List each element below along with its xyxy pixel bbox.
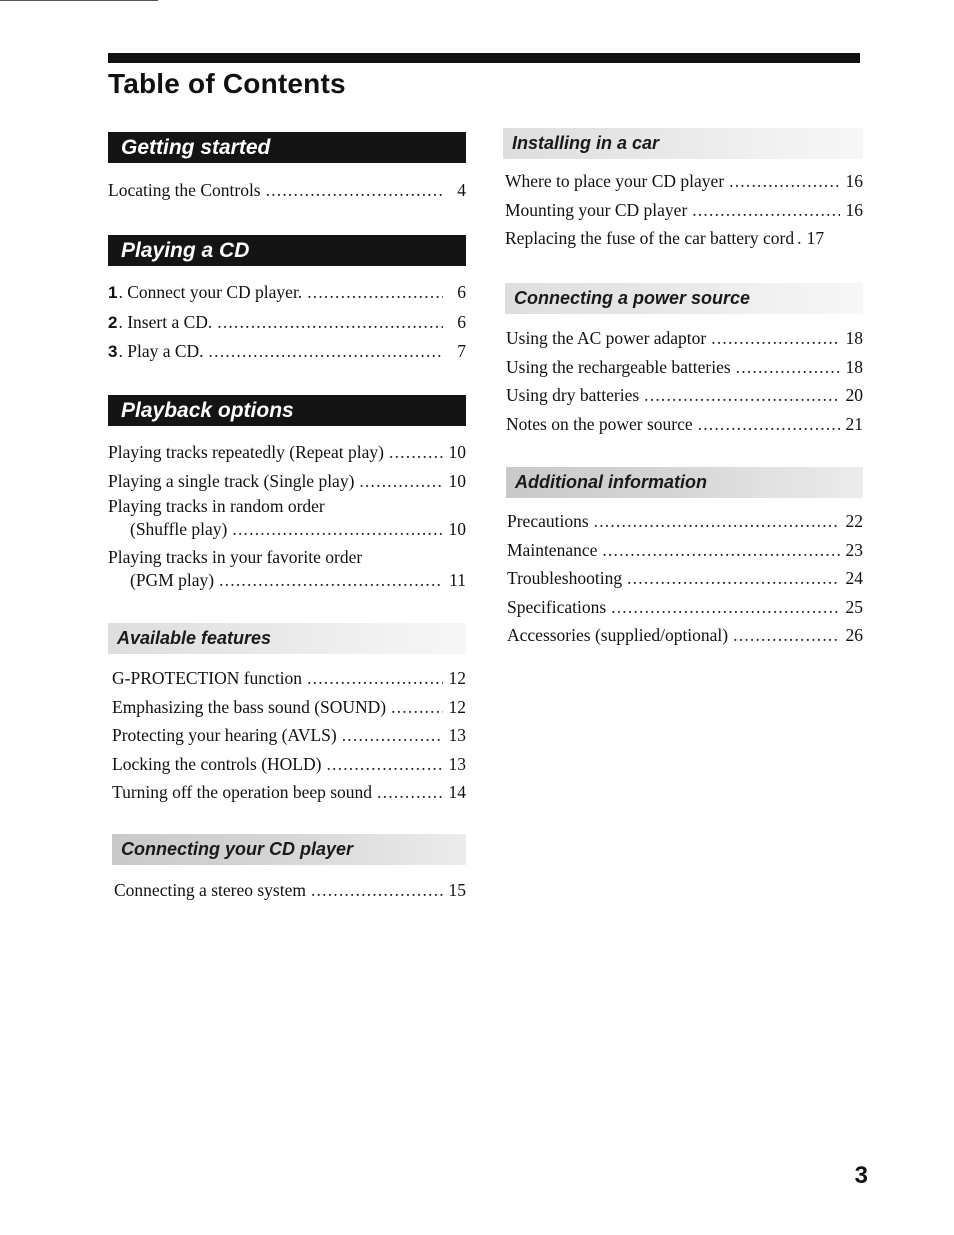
dot-leader bbox=[307, 278, 443, 307]
toc-entry[interactable] bbox=[506, 353, 863, 382]
dot-leader bbox=[311, 876, 443, 905]
section-available-features bbox=[108, 623, 466, 807]
top-edge-rule bbox=[0, 0, 158, 1]
entry-label: Precautions bbox=[507, 511, 589, 531]
toc-entry[interactable] bbox=[108, 438, 466, 467]
toc-entry[interactable] bbox=[108, 176, 466, 205]
entry-list bbox=[108, 176, 466, 205]
entry-label-continued: (Shuffle play) bbox=[130, 519, 228, 539]
step-text: . Insert a CD. bbox=[118, 311, 213, 332]
entry-label: Accessories (supplied/optional) bbox=[507, 625, 729, 645]
dot-leader bbox=[391, 693, 443, 722]
dot-leader bbox=[729, 167, 840, 196]
entry-label bbox=[108, 308, 212, 338]
toc-entry[interactable] bbox=[505, 224, 863, 253]
entry-label: Specifications bbox=[507, 596, 607, 617]
toc-entry[interactable] bbox=[506, 324, 863, 353]
entry-list bbox=[108, 876, 466, 905]
toc-entry[interactable] bbox=[507, 621, 863, 650]
toc-entry[interactable] bbox=[114, 876, 466, 905]
section-heading: Available features bbox=[108, 623, 466, 654]
dot-leader bbox=[389, 438, 443, 467]
entry-list bbox=[503, 167, 863, 253]
dot-leader bbox=[594, 507, 840, 536]
toc-entry[interactable] bbox=[506, 381, 863, 410]
toc-entry[interactable] bbox=[112, 693, 466, 722]
entry-label: G-PROTECTION function bbox=[112, 668, 303, 688]
entry-label: Mounting your CD player bbox=[505, 199, 688, 220]
dot-leader bbox=[377, 778, 443, 807]
section-connecting-cd-player bbox=[108, 834, 466, 905]
entry-label: Maintenance bbox=[507, 539, 598, 560]
dot-leader bbox=[698, 410, 840, 439]
toc-entry[interactable] bbox=[108, 495, 466, 541]
header-bar bbox=[108, 53, 860, 63]
entry-page: 20 bbox=[845, 385, 863, 405]
entry-page: 25 bbox=[845, 596, 863, 617]
entry-label: Playing a single track (Single play) bbox=[108, 470, 355, 491]
entry-page: 7 bbox=[457, 341, 466, 361]
entry-label bbox=[108, 278, 302, 308]
entry-continuation bbox=[108, 569, 466, 592]
entry-page: 18 bbox=[845, 356, 863, 377]
entry-page: 12 bbox=[448, 668, 466, 688]
entry-page: 12 bbox=[448, 696, 466, 717]
step-number: 1 bbox=[108, 283, 118, 302]
section-heading: Playback options bbox=[108, 395, 466, 426]
dot-leader bbox=[209, 337, 443, 366]
entry-label: Using the rechargeable batteries bbox=[506, 356, 731, 377]
toc-entry[interactable] bbox=[108, 467, 466, 496]
dot-leader bbox=[711, 324, 840, 353]
entry-label: Locking the controls (HOLD) bbox=[112, 753, 322, 774]
entry-label: Where to place your CD player bbox=[505, 171, 725, 191]
dot-leader bbox=[219, 569, 443, 592]
dot-leader bbox=[359, 467, 443, 496]
entry-label: Emphasizing the bass sound (SOUND) bbox=[112, 696, 387, 717]
entry-page: 26 bbox=[845, 625, 863, 645]
entry-page: 11 bbox=[449, 570, 466, 590]
entry-page: 14 bbox=[448, 782, 466, 802]
entry-page: 10 bbox=[448, 519, 466, 539]
dot-leader bbox=[644, 381, 840, 410]
entry-list bbox=[503, 324, 863, 438]
toc-entry[interactable] bbox=[507, 536, 863, 565]
entry-label: Using dry batteries bbox=[506, 385, 640, 405]
step-number: 2 bbox=[108, 312, 118, 332]
dot-leader bbox=[266, 176, 443, 205]
dot-leader bbox=[627, 564, 840, 593]
section-playing-a-cd bbox=[108, 235, 466, 367]
entry-label: Locating the Controls bbox=[108, 180, 261, 200]
section-heading: Connecting your CD player bbox=[112, 834, 466, 865]
entry-page: 13 bbox=[448, 753, 466, 774]
step-text: . Connect your CD player. bbox=[118, 282, 303, 302]
entry-label: Connecting a stereo system bbox=[114, 880, 306, 900]
dot-leader bbox=[232, 518, 443, 541]
entry-label: Replacing the fuse of the car battery cord bbox=[505, 228, 795, 248]
dot-leader bbox=[326, 750, 443, 779]
entry-page: 16 bbox=[845, 199, 863, 220]
dot-leader bbox=[692, 196, 840, 225]
toc-entry[interactable] bbox=[108, 278, 466, 308]
toc-entry[interactable] bbox=[112, 664, 466, 693]
entry-label: Using the AC power adaptor bbox=[506, 328, 707, 348]
section-getting-started bbox=[108, 132, 466, 205]
step-number: 3 bbox=[108, 342, 118, 361]
entry-label: Playing tracks in random order bbox=[108, 496, 325, 516]
dot-leader bbox=[736, 353, 840, 382]
step-text: . Play a CD. bbox=[118, 341, 204, 361]
entry-label: Playing tracks repeatedly (Repeat play) bbox=[108, 442, 385, 462]
dot-leader bbox=[217, 308, 443, 337]
entry-page: 10 bbox=[448, 470, 466, 491]
entry-list bbox=[108, 278, 466, 367]
entry-label-continued: (PGM play) bbox=[130, 570, 215, 590]
toc-entry[interactable] bbox=[505, 196, 863, 225]
entry-page: 13 bbox=[448, 725, 466, 745]
section-heading: Connecting a power source bbox=[505, 283, 863, 314]
toc-entry[interactable] bbox=[108, 546, 466, 592]
section-heading: Additional information bbox=[506, 467, 863, 498]
entry-label: Turning off the operation beep sound bbox=[112, 782, 373, 802]
section-heading: Installing in a car bbox=[503, 128, 863, 159]
toc-entry[interactable] bbox=[108, 337, 466, 367]
toc-entry[interactable] bbox=[506, 410, 863, 439]
entry-label: Notes on the power source bbox=[506, 413, 693, 434]
dot-leader bbox=[602, 536, 840, 565]
entry-page: 24 bbox=[845, 568, 863, 588]
section-additional-information bbox=[503, 467, 863, 650]
entry-continuation bbox=[108, 518, 466, 541]
toc-entry[interactable] bbox=[505, 167, 863, 196]
entry-list bbox=[108, 438, 466, 592]
dot-leader bbox=[797, 224, 803, 253]
page-title: Table of Contents bbox=[108, 68, 346, 99]
section-installing-in-car bbox=[503, 128, 863, 253]
entry-page: 15 bbox=[448, 880, 466, 900]
entry-page: 6 bbox=[457, 282, 466, 302]
toc-entry[interactable] bbox=[507, 564, 863, 593]
entry-page: 21 bbox=[845, 413, 863, 434]
entry-page: 22 bbox=[845, 511, 863, 531]
section-heading: Getting started bbox=[108, 132, 466, 163]
entry-label bbox=[108, 337, 204, 367]
entry-page: 18 bbox=[845, 328, 863, 348]
entry-page: 10 bbox=[448, 442, 466, 462]
entry-label: Playing tracks in your favorite order bbox=[108, 547, 363, 567]
entry-page: 16 bbox=[845, 171, 863, 191]
section-playback-options bbox=[108, 395, 466, 597]
dot-leader bbox=[733, 621, 840, 650]
toc-entry[interactable] bbox=[507, 593, 863, 622]
entry-page: 23 bbox=[845, 539, 863, 560]
entry-list bbox=[503, 507, 863, 650]
toc-entry[interactable] bbox=[108, 308, 466, 338]
entry-list bbox=[108, 664, 466, 807]
section-heading: Playing a CD bbox=[108, 235, 466, 266]
entry-page: 17 bbox=[806, 228, 825, 248]
entry-page: 4 bbox=[457, 180, 466, 200]
toc-entry[interactable] bbox=[112, 721, 466, 750]
entry-page: 6 bbox=[457, 311, 466, 332]
section-connecting-power-source bbox=[503, 283, 863, 438]
toc-entry[interactable] bbox=[112, 778, 466, 807]
page-number: 3 bbox=[854, 1162, 868, 1189]
entry-label: Troubleshooting bbox=[507, 568, 623, 588]
toc-entry[interactable] bbox=[112, 750, 466, 779]
dot-leader bbox=[611, 593, 840, 622]
dot-leader bbox=[342, 721, 443, 750]
dot-leader bbox=[307, 664, 443, 693]
toc-entry[interactable] bbox=[507, 507, 863, 536]
entry-label: Protecting your hearing (AVLS) bbox=[112, 725, 337, 745]
